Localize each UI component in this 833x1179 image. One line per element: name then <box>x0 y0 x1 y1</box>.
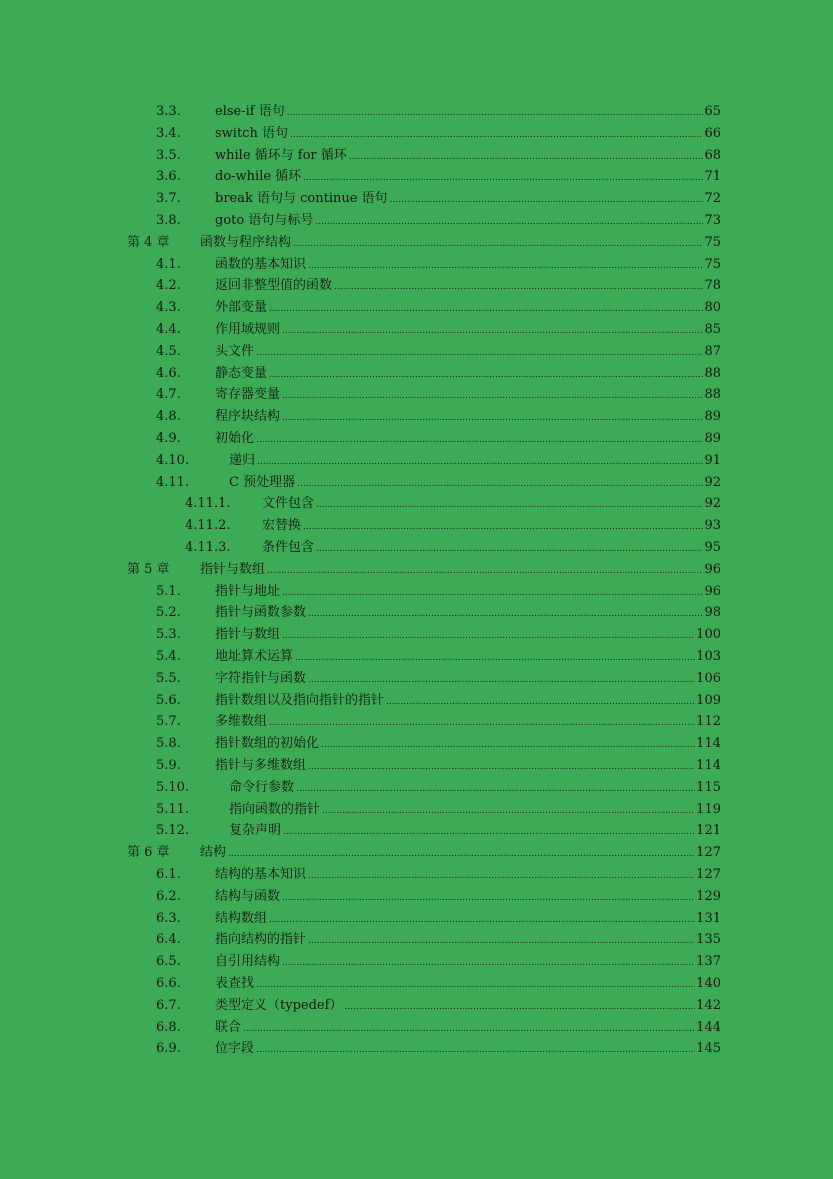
toc-entry-title: do-while 循环 <box>215 169 302 185</box>
toc-entry[interactable] <box>0 297 833 319</box>
toc-entry-number: 第 6 章 <box>127 845 170 861</box>
dot-leader <box>308 255 703 277</box>
toc-entry[interactable] <box>0 232 833 254</box>
toc-entry-title: 外部变量 <box>215 300 268 316</box>
toc-entry-page-number: 96 <box>704 561 721 577</box>
toc-entry-number: 4.11.1. <box>185 496 231 512</box>
toc-entry-page-number: 127 <box>696 867 721 882</box>
toc-entry-title: 作用域规则 <box>215 322 281 337</box>
dot-leader <box>296 778 695 800</box>
toc-entry-title: 指针数组的初始化 <box>215 736 320 752</box>
toc-entry-number: 4.3. <box>156 300 181 316</box>
toc-entry[interactable] <box>0 929 833 951</box>
toc-entry-title: 结构 <box>200 845 227 861</box>
dot-leader <box>295 647 695 669</box>
toc-entry-page-number: 135 <box>696 932 721 948</box>
dot-leader <box>282 887 695 909</box>
toc-entry-number: 4.8. <box>156 409 181 425</box>
toc-entry[interactable] <box>0 646 833 668</box>
toc-entry-page-number: 137 <box>696 954 721 970</box>
toc-entry-title: 头文件 <box>215 343 255 359</box>
toc-entry-title: 指针与地址 <box>215 583 281 599</box>
toc-entry-number: 5.11. <box>156 801 190 817</box>
toc-entry-title: 指针与函数参数 <box>215 605 307 621</box>
dot-leader <box>297 473 703 495</box>
toc-entry-number: 4.5. <box>156 343 181 359</box>
toc-entry-number: 4.4. <box>156 322 181 337</box>
dot-leader <box>308 865 695 887</box>
toc-entry-page-number: 129 <box>696 888 721 904</box>
dot-leader <box>315 211 703 233</box>
toc-entry[interactable] <box>0 886 833 908</box>
toc-entry-title: 指针与数组 <box>200 561 266 577</box>
toc-entry[interactable] <box>0 145 833 167</box>
toc-entry-page-number: 127 <box>696 845 721 861</box>
toc-entry-title: 初始化 <box>215 431 255 446</box>
toc-entry-page-number: 103 <box>696 649 721 664</box>
toc-entry[interactable] <box>0 188 833 210</box>
toc-entry-number: 5.2. <box>156 605 181 621</box>
toc-entry-page-number: 140 <box>696 976 721 991</box>
toc-entry-page-number: 92 <box>704 496 721 512</box>
dot-leader <box>257 451 703 473</box>
toc-entry-number: 6.8. <box>156 1019 181 1035</box>
toc-entry-title: switch 语句 <box>215 125 288 141</box>
toc-entry[interactable] <box>0 581 833 603</box>
toc-entry-title: 自引用结构 <box>215 954 281 970</box>
toc-entry-number: 6.2. <box>156 888 181 904</box>
toc-entry-number: 4.11.3. <box>185 540 231 555</box>
toc-entry-page-number: 114 <box>696 758 721 773</box>
toc-entry[interactable] <box>0 711 833 733</box>
toc-entry-title: 函数与程序结构 <box>200 234 292 250</box>
dot-leader <box>282 582 703 604</box>
toc-entry[interactable] <box>0 602 833 624</box>
toc-entry-page-number: 72 <box>704 191 721 207</box>
dot-leader <box>267 560 703 582</box>
toc-entry-number: 第 4 章 <box>127 234 170 250</box>
dot-leader <box>316 494 703 516</box>
toc-entry-title: 位字段 <box>215 1041 255 1057</box>
toc-entry[interactable] <box>0 406 833 428</box>
toc-entry-number: 5.3. <box>156 627 181 643</box>
toc-entry[interactable] <box>0 668 833 690</box>
toc-entry[interactable] <box>0 472 833 494</box>
toc-entry-page-number: 68 <box>704 147 721 163</box>
toc-entry[interactable] <box>0 777 833 799</box>
toc-entry[interactable] <box>0 537 833 559</box>
toc-entry-title: 指针与多维数组 <box>215 758 307 773</box>
toc-entry-number: 3.7. <box>156 191 181 207</box>
dot-leader <box>308 603 703 625</box>
toc-entry-title: 指针与数组 <box>215 627 281 643</box>
toc-entry-title: goto 语句与标号 <box>215 213 314 228</box>
toc-entry[interactable] <box>0 864 833 886</box>
toc-entry[interactable] <box>0 319 833 341</box>
dot-leader <box>256 974 695 996</box>
toc-entry-title: else-if 语句 <box>215 104 285 119</box>
toc-entry-title: 命令行参数 <box>229 779 295 795</box>
toc-entry-title: 指针数组以及指向指针的指针 <box>215 692 385 708</box>
toc-entry[interactable] <box>0 842 833 864</box>
toc-entry-title: 结构的基本知识 <box>215 867 307 882</box>
dot-leader <box>282 385 703 407</box>
toc-entry-number: 6.5. <box>156 954 181 970</box>
toc-entry-number: 4.9. <box>156 431 181 446</box>
dot-leader <box>316 538 703 560</box>
toc-entry-page-number: 71 <box>704 169 721 185</box>
toc-entry-page-number: 100 <box>696 627 721 643</box>
dot-leader <box>308 756 695 778</box>
toc-entry-title: 寄存器变量 <box>215 387 281 403</box>
dot-leader <box>290 124 703 146</box>
toc-entry-page-number: 78 <box>704 278 721 294</box>
toc-entry-title: 表查找 <box>215 976 255 991</box>
toc-entry[interactable] <box>0 166 833 188</box>
toc-entry-title: 多维数组 <box>215 714 268 730</box>
toc-entry[interactable] <box>0 1017 833 1039</box>
toc-entry-page-number: 75 <box>704 256 721 272</box>
toc-entry-title: 递归 <box>229 452 256 468</box>
toc-entry-number: 6.3. <box>156 910 181 926</box>
toc-entry-page-number: 131 <box>696 910 721 926</box>
toc-entry-title: break 语句与 continue 语句 <box>215 191 388 207</box>
dot-leader <box>282 320 703 342</box>
dot-leader <box>321 734 695 756</box>
toc-entry-number: 6.9. <box>156 1041 181 1057</box>
dot-leader <box>308 669 695 691</box>
dot-leader <box>303 167 703 189</box>
toc-entry-page-number: 75 <box>704 234 721 250</box>
toc-entry-title: 字符指针与函数 <box>215 670 307 686</box>
toc-entry-number: 5.1. <box>156 583 181 599</box>
toc-entry-page-number: 88 <box>704 365 721 381</box>
toc-entry-number: 5.8. <box>156 736 181 752</box>
toc-entry[interactable] <box>0 908 833 930</box>
toc-entry-title: 类型定义（typedef） <box>215 997 343 1013</box>
toc-entry-title: while 循环与 for 循环 <box>215 147 347 163</box>
toc-entry[interactable] <box>0 450 833 472</box>
toc-entry-page-number: 66 <box>704 125 721 141</box>
toc-entry-title: 指向函数的指针 <box>229 801 321 817</box>
dot-leader <box>344 996 695 1018</box>
toc-entry-page-number: 114 <box>696 736 721 752</box>
toc-entry-number: 3.8. <box>156 213 181 228</box>
dot-leader <box>287 102 704 124</box>
toc-entry[interactable] <box>0 820 833 842</box>
toc-entry-title: 复杂声明 <box>229 823 282 839</box>
dot-leader <box>243 1018 695 1040</box>
toc-entry[interactable] <box>0 341 833 363</box>
toc-entry-number: 6.6. <box>156 976 181 991</box>
toc-entry-page-number: 115 <box>696 779 721 795</box>
toc-entry-number: 5.4. <box>156 649 181 664</box>
dot-leader <box>322 800 695 822</box>
toc-entry[interactable] <box>0 384 833 406</box>
dot-leader <box>269 364 703 386</box>
toc-entry-title: 结构数组 <box>215 910 268 926</box>
toc-entry-title: 宏替换 <box>262 518 302 534</box>
dot-leader <box>386 691 695 713</box>
toc-entry-title: 地址算术运算 <box>215 649 294 664</box>
toc-entry-number: 3.5. <box>156 147 181 163</box>
toc-entry[interactable] <box>0 210 833 232</box>
toc-entry[interactable] <box>0 515 833 537</box>
toc-entry-page-number: 93 <box>704 518 721 534</box>
dot-leader <box>308 930 695 952</box>
dot-leader <box>282 952 695 974</box>
dot-leader <box>282 407 703 429</box>
toc-entry-page-number: 145 <box>696 1041 721 1057</box>
toc-entry-number: 4.7. <box>156 387 181 403</box>
toc-entry-title: 联合 <box>215 1019 242 1035</box>
toc-entry-title: 程序块结构 <box>215 409 281 425</box>
toc-entry-title: 函数的基本知识 <box>215 256 307 272</box>
toc-entry[interactable] <box>0 493 833 515</box>
dot-leader <box>303 516 703 538</box>
dot-leader <box>390 189 704 211</box>
toc-entry-number: 5.7. <box>156 714 181 730</box>
toc-entry-number: 3.3. <box>156 104 181 119</box>
toc-entry-page-number: 89 <box>704 431 721 446</box>
toc-entry-number: 4.2. <box>156 278 181 294</box>
toc-entry[interactable] <box>0 951 833 973</box>
toc-entry[interactable] <box>0 733 833 755</box>
toc-entry-page-number: 92 <box>704 474 721 490</box>
dot-leader <box>228 843 695 865</box>
toc-entry-number: 4.11.2. <box>185 518 231 534</box>
toc-entry-number: 6.1. <box>156 867 181 882</box>
toc-entry-page-number: 121 <box>696 823 721 839</box>
toc-entry-title: 静态变量 <box>215 365 268 381</box>
toc-entry-number: 6.7. <box>156 997 181 1013</box>
toc-entry[interactable] <box>0 690 833 712</box>
toc-entry-page-number: 112 <box>696 714 721 730</box>
toc-entry-title: 条件包含 <box>262 540 315 555</box>
toc-entry-title: 返回非整型值的函数 <box>215 278 333 294</box>
dot-leader <box>293 233 703 255</box>
toc-entry-number: 6.4. <box>156 932 181 948</box>
toc-entry[interactable] <box>0 363 833 385</box>
toc-entry[interactable] <box>0 624 833 646</box>
toc-entry-page-number: 106 <box>696 670 721 686</box>
toc-entry-page-number: 96 <box>704 583 721 599</box>
toc-entry-number: 4.10. <box>156 452 190 468</box>
dot-leader <box>256 342 703 364</box>
toc-entry-number: 5.5. <box>156 670 181 686</box>
toc-entry[interactable] <box>0 123 833 145</box>
toc-entry-page-number: 98 <box>704 605 721 621</box>
toc-entry-number: 5.9. <box>156 758 181 773</box>
dot-leader <box>256 1039 695 1061</box>
toc-entry[interactable] <box>0 799 833 821</box>
toc-entry-number: 4.11. <box>156 474 190 490</box>
toc-entry-page-number: 73 <box>704 213 721 228</box>
toc-entry-title: 结构与函数 <box>215 888 281 904</box>
toc-entry[interactable] <box>0 1038 833 1060</box>
toc-entry-number: 3.4. <box>156 125 181 141</box>
toc-entry-number: 4.6. <box>156 365 181 381</box>
dot-leader <box>269 909 695 931</box>
toc-entry[interactable] <box>0 101 833 123</box>
toc-entry[interactable] <box>0 995 833 1017</box>
toc-entry-page-number: 85 <box>704 322 721 337</box>
toc-entry-page-number: 109 <box>696 692 721 708</box>
toc-entry-number: 3.6. <box>156 169 181 185</box>
toc-entry[interactable] <box>0 254 833 276</box>
toc-entry-page-number: 142 <box>696 997 721 1013</box>
toc-entry[interactable] <box>0 755 833 777</box>
toc-entry-page-number: 119 <box>696 801 721 817</box>
toc-entry-page-number: 80 <box>704 300 721 316</box>
toc-entry-title: C 预处理器 <box>229 474 296 490</box>
dot-leader <box>269 712 695 734</box>
toc-entry-number: 4.1. <box>156 256 181 272</box>
toc-entry[interactable] <box>0 973 833 995</box>
toc-entry-page-number: 88 <box>704 387 721 403</box>
toc-entry-page-number: 95 <box>704 540 721 555</box>
toc-entry-title: 文件包含 <box>262 496 315 512</box>
toc-entry-page-number: 87 <box>704 343 721 359</box>
toc-entry-page-number: 89 <box>704 409 721 425</box>
toc-entry-page-number: 91 <box>704 452 721 468</box>
toc-entry-page-number: 65 <box>704 104 721 119</box>
toc-entry-number: 5.6. <box>156 692 181 708</box>
toc-entry[interactable] <box>0 428 833 450</box>
toc-entry-number: 5.10. <box>156 779 190 795</box>
dot-leader <box>256 429 703 451</box>
toc-entry-number: 5.12. <box>156 823 190 839</box>
toc-entry-number: 第 5 章 <box>127 561 170 577</box>
dot-leader <box>282 625 695 647</box>
dot-leader <box>269 298 703 320</box>
toc-entry-title: 指向结构的指针 <box>215 932 307 948</box>
dot-leader <box>334 276 703 298</box>
toc-entry[interactable] <box>0 559 833 581</box>
dot-leader <box>283 821 695 843</box>
dot-leader <box>349 146 704 168</box>
toc-entry-page-number: 144 <box>696 1019 721 1035</box>
toc-entry[interactable] <box>0 275 833 297</box>
